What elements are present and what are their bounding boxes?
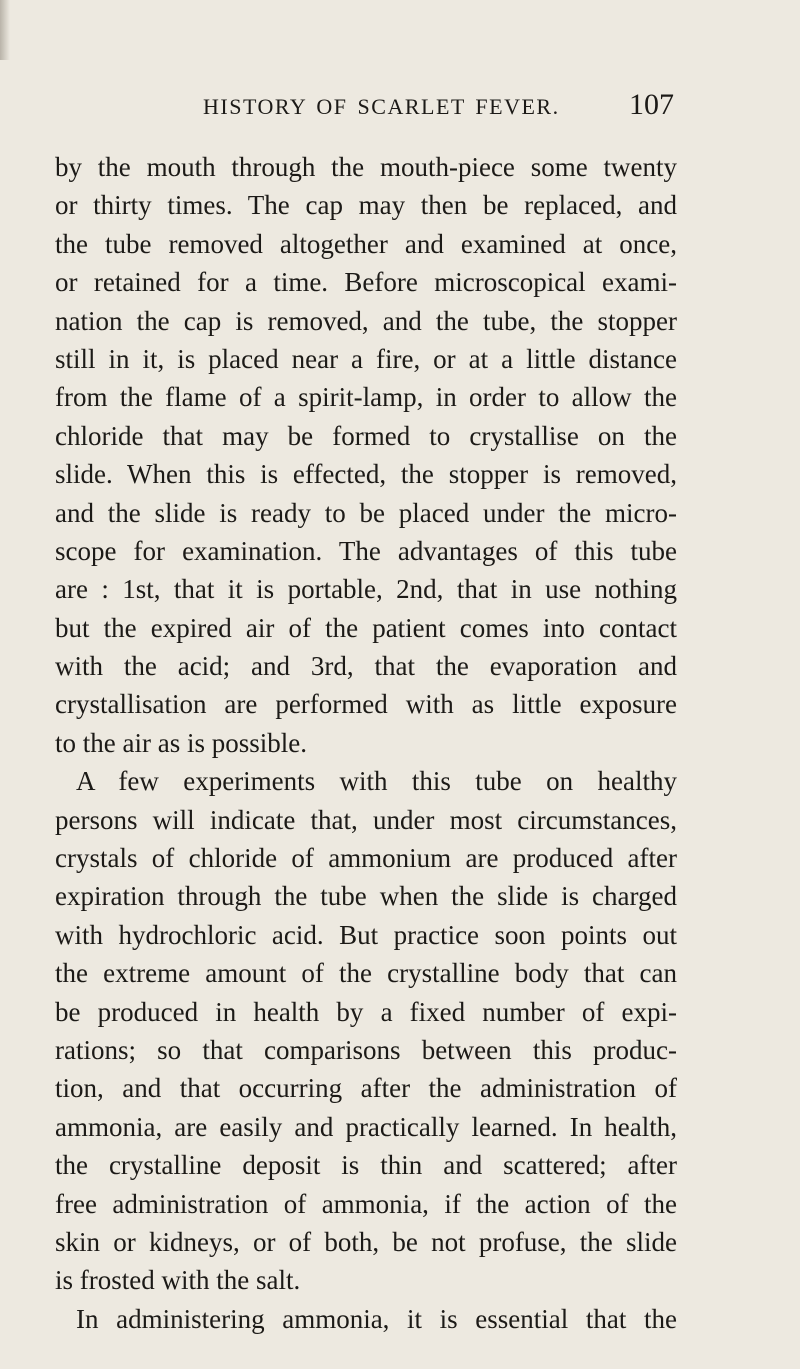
text-line: crystals of chloride of ammonium are produced after xyxy=(55,843,677,874)
text-line: scope for examination. The advantages of this tube xyxy=(55,535,677,566)
text-line: chloride that may be formed to crystallise on the xyxy=(55,420,677,451)
paragraph-end-line: to the air as is possible. xyxy=(55,727,307,758)
text-line: the extreme amount of the crystalline body that can xyxy=(55,958,677,989)
paragraph-start-line: In administering ammonia, it is essential that the xyxy=(76,1303,677,1334)
running-title: HISTORY OF SCARLET FEVER. xyxy=(203,94,560,119)
text-line: expiration through the tube when the slide is charged xyxy=(55,881,677,912)
text-line: crystallisation are performed with as little exposure xyxy=(55,689,677,720)
text-line: with hydrochloric acid. But practice soon points out xyxy=(55,919,677,950)
text-line: skin or kidneys, or of both, be not profuse, the slide xyxy=(55,1226,677,1257)
page-edge-shadow xyxy=(0,0,10,60)
text-line: or thirty times. The cap may then be replaced, and xyxy=(55,190,677,221)
text-line: the crystalline deposit is thin and scattered; after xyxy=(55,1150,677,1181)
text-line: free administration of ammonia, if the action of the xyxy=(55,1188,677,1219)
text-line: from the flame of a spirit-lamp, in order to allow the xyxy=(55,382,677,413)
text-line: or retained for a time. Before microscopical exami- xyxy=(55,267,677,298)
body-text xyxy=(55,148,677,1338)
text-line: but the expired air of the patient comes into contact xyxy=(55,612,677,643)
text-line: are : 1st, that it is portable, 2nd, that in use nothing xyxy=(55,574,677,605)
text-line: persons will indicate that, under most circumstances, xyxy=(55,804,677,835)
text-line: by the mouth through the mouth-piece some twenty xyxy=(55,152,677,182)
paragraph-start-line: A few experiments with this tube on healthy xyxy=(76,766,677,797)
text-line: nation the cap is removed, and the tube, the stopper xyxy=(55,305,677,336)
text-line: with the acid; and 3rd, that the evaporation and xyxy=(55,651,677,682)
text-line: rations; so that comparisons between this produc- xyxy=(55,1034,677,1065)
text-line: slide. When this is effected, the stopper is removed, xyxy=(55,459,677,490)
page-number: 107 xyxy=(629,88,674,121)
paragraph-end-line: is frosted with the salt. xyxy=(55,1265,301,1296)
text-line: and the slide is ready to be placed under the micro- xyxy=(55,497,677,528)
text-line: be produced in health by a fixed number of expi- xyxy=(55,996,677,1027)
page-header xyxy=(0,90,800,130)
text-line: ammonia, are easily and practically learned. In health, xyxy=(55,1111,677,1142)
text-line: still in it, is placed near a fire, or at a little distance xyxy=(55,343,677,374)
text-line: the tube removed altogether and examined at once, xyxy=(55,228,677,259)
text-line: tion, and that occurring after the administration of xyxy=(55,1073,677,1104)
